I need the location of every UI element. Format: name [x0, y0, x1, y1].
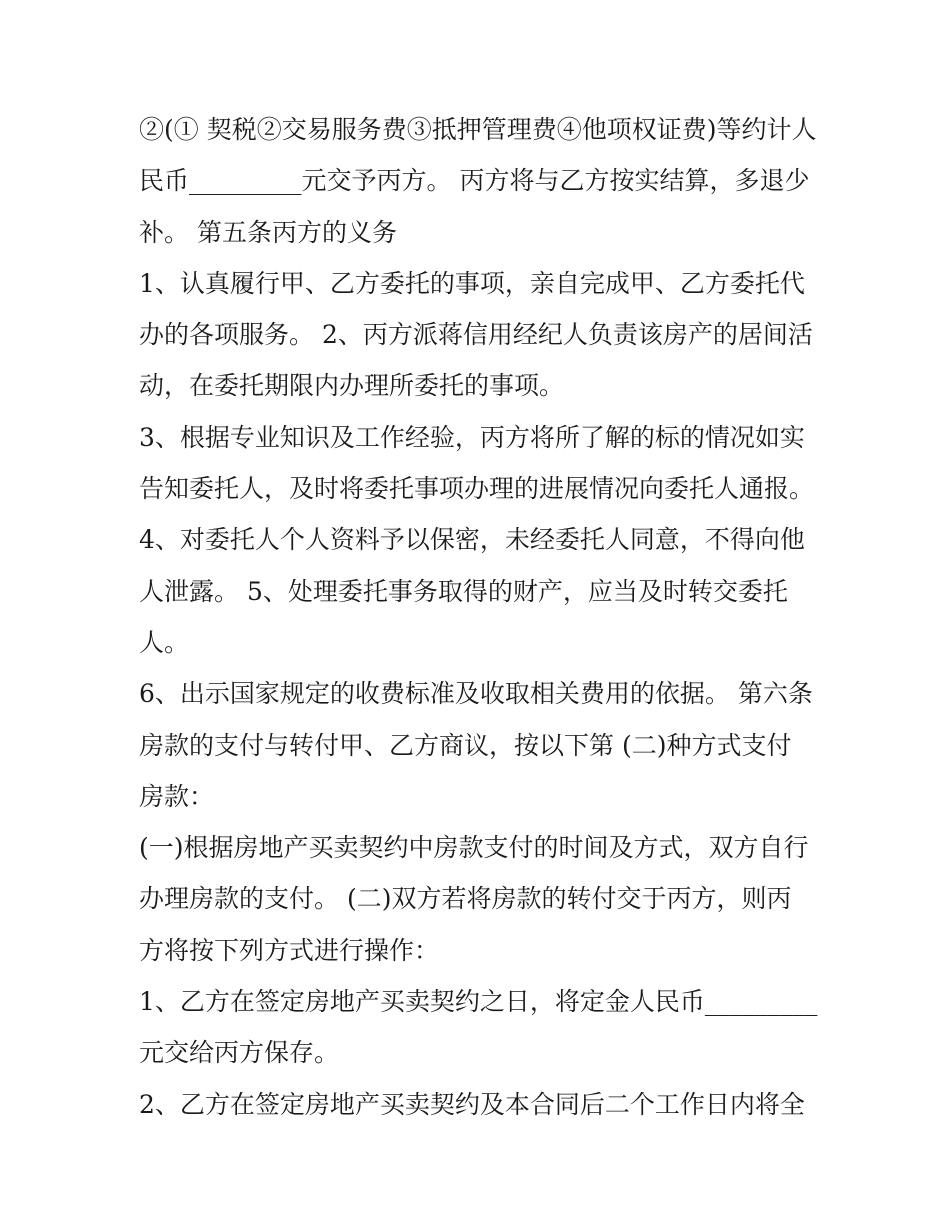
text-line: 3、根据专业知识及工作经验，丙方将所了解的标的情况如实	[139, 422, 805, 452]
text-line: 6、出示国家规定的收费标准及收取相关费用的依据。 第六条	[139, 679, 813, 709]
text-line: 动，在委托期限内办理所委托的事项。	[139, 371, 565, 401]
text-line: 办的各项服务。 2、丙方派蒋信用经纪人负责该房产的居间活	[139, 320, 813, 350]
text-line: 1、认真履行甲、乙方委托的事项，亲自完成甲、乙方委托代	[139, 268, 805, 298]
text-line: 办理房款的支付。 (二)双方若将房款的转付交于丙方，则丙	[139, 884, 792, 914]
text-line: 人。	[139, 627, 190, 657]
text-line: 4、对委托人个人资料予以保密，未经委托人同意，不得向他	[139, 525, 805, 555]
text-line: 2、乙方在签定房地产买卖契约及本合同后二个工作日内将全	[139, 1089, 805, 1119]
text-line: 1、乙方在签定房地产买卖契约之日，将定金人民币_________	[139, 987, 818, 1017]
text-line: 房款的支付与转付甲、乙方商议，按以下第 (二)种方式支付	[139, 730, 792, 760]
text-line: 元交给丙方保存。	[139, 1038, 340, 1068]
text-line: 方将按下列方式进行操作：	[139, 935, 440, 965]
text-line: 补。 第五条丙方的义务	[139, 217, 397, 247]
document-page	[139, 104, 819, 1130]
text-line: 告知委托人，及时将委托事项办理的进展情况向委托人通报。	[139, 474, 815, 504]
text-line: 民币_________元交予丙方。 丙方将与乙方按实结算，多退少	[139, 166, 810, 196]
text-line: ②(① 契税②交易服务费③抵押管理费④他项权证费)等约计人	[139, 115, 817, 144]
text-line: 人泄露。 5、处理委托事务取得的财产，应当及时转交委托	[139, 576, 788, 606]
text-line: (一)根据房地产买卖契约中房款支付的时间及方式，双方自行	[139, 833, 809, 863]
text-line: 房款：	[139, 781, 215, 811]
